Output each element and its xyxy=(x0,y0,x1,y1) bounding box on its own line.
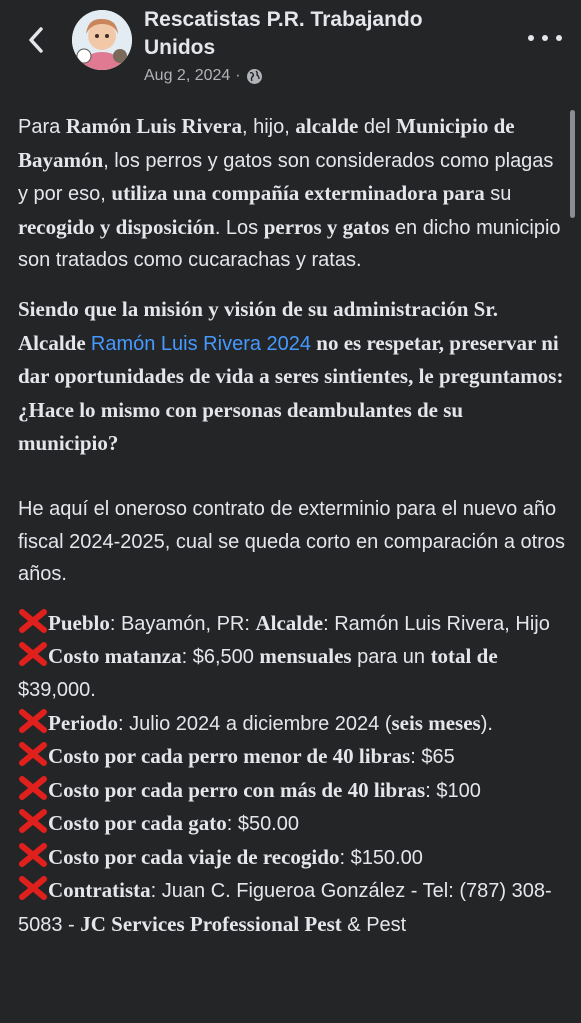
list-item: Periodo: Julio 2024 a diciembre 2024 (seis meses). xyxy=(18,707,566,741)
candidate-page-link[interactable]: Ramón Luis Rivera 2024 xyxy=(90,332,312,355)
list-item: Pueblo: Bayamón, PR: Alcalde: Ramón Luis Rivera, Hijo xyxy=(18,607,566,641)
more-options-button[interactable] xyxy=(528,30,562,46)
list-item: Contratista: Juan C. Figueroa González - Tel: (787) 308-5083 - JC Services Professional Pest & Pest xyxy=(18,878,552,937)
chevron-left-icon xyxy=(28,26,44,54)
page-title[interactable]: Rescatistas P.R. Trabajando Unidos xyxy=(144,8,423,59)
cross-mark-icon xyxy=(18,609,48,633)
list-item: Costo por cada perro con más de 40 libras: $100 xyxy=(18,774,566,808)
cross-mark-icon xyxy=(18,809,48,833)
more-dot xyxy=(528,35,534,41)
cross-mark-icon xyxy=(18,742,48,766)
scrollbar[interactable] xyxy=(570,110,575,218)
cross-mark-icon xyxy=(18,642,48,666)
cross-mark-icon xyxy=(18,709,48,733)
paragraph-2: Siendo que la misión y visión de su administración Sr. Alcalde Ramón Luis Rivera 2024 no es respetar, preservar ni dar oportunidades de vida a seres sintientes, le preguntamos: ¿Hace lo mismo con personas deambulantes de su municipio? xyxy=(18,296,564,456)
cross-mark-icon xyxy=(18,843,48,867)
list-item: Costo por cada gato: $50.00 xyxy=(18,807,566,841)
back-button[interactable] xyxy=(22,22,50,58)
post-body xyxy=(18,110,566,942)
globe-icon xyxy=(246,68,263,85)
more-dot xyxy=(556,35,562,41)
cross-mark-icon xyxy=(18,776,48,800)
list-item: Costo por cada perro menor de 40 libras: $65 xyxy=(18,740,566,774)
post-header xyxy=(0,0,581,100)
post-date[interactable]: Aug 2, 2024 xyxy=(144,67,231,84)
paragraph-3: He aquí el oneroso contrato de exterminio para el nuevo año fiscal 2024-2025, cual se queda corto en comparación a otros años. xyxy=(18,497,566,586)
list-item: Costo por cada viaje de recogido: $150.00 xyxy=(18,841,566,875)
paragraph-1: Para Ramón Luis Rivera, hijo, alcalde del Municipio de Bayamón, los perros y gatos son considerados como plagas y por eso, utiliza una compañía exterminadora para su recogido y disposición. Los perros y gatos en dicho municipio son tratados como cucarachas y ratas. xyxy=(18,114,561,272)
meta-separator: · xyxy=(235,67,241,84)
cross-mark-icon xyxy=(18,876,48,900)
page-avatar[interactable] xyxy=(72,10,132,70)
post-meta xyxy=(144,67,263,85)
more-dot xyxy=(542,35,548,41)
list-item: Costo matanza: $6,500 mensuales para un total de $39,000. xyxy=(18,644,498,701)
